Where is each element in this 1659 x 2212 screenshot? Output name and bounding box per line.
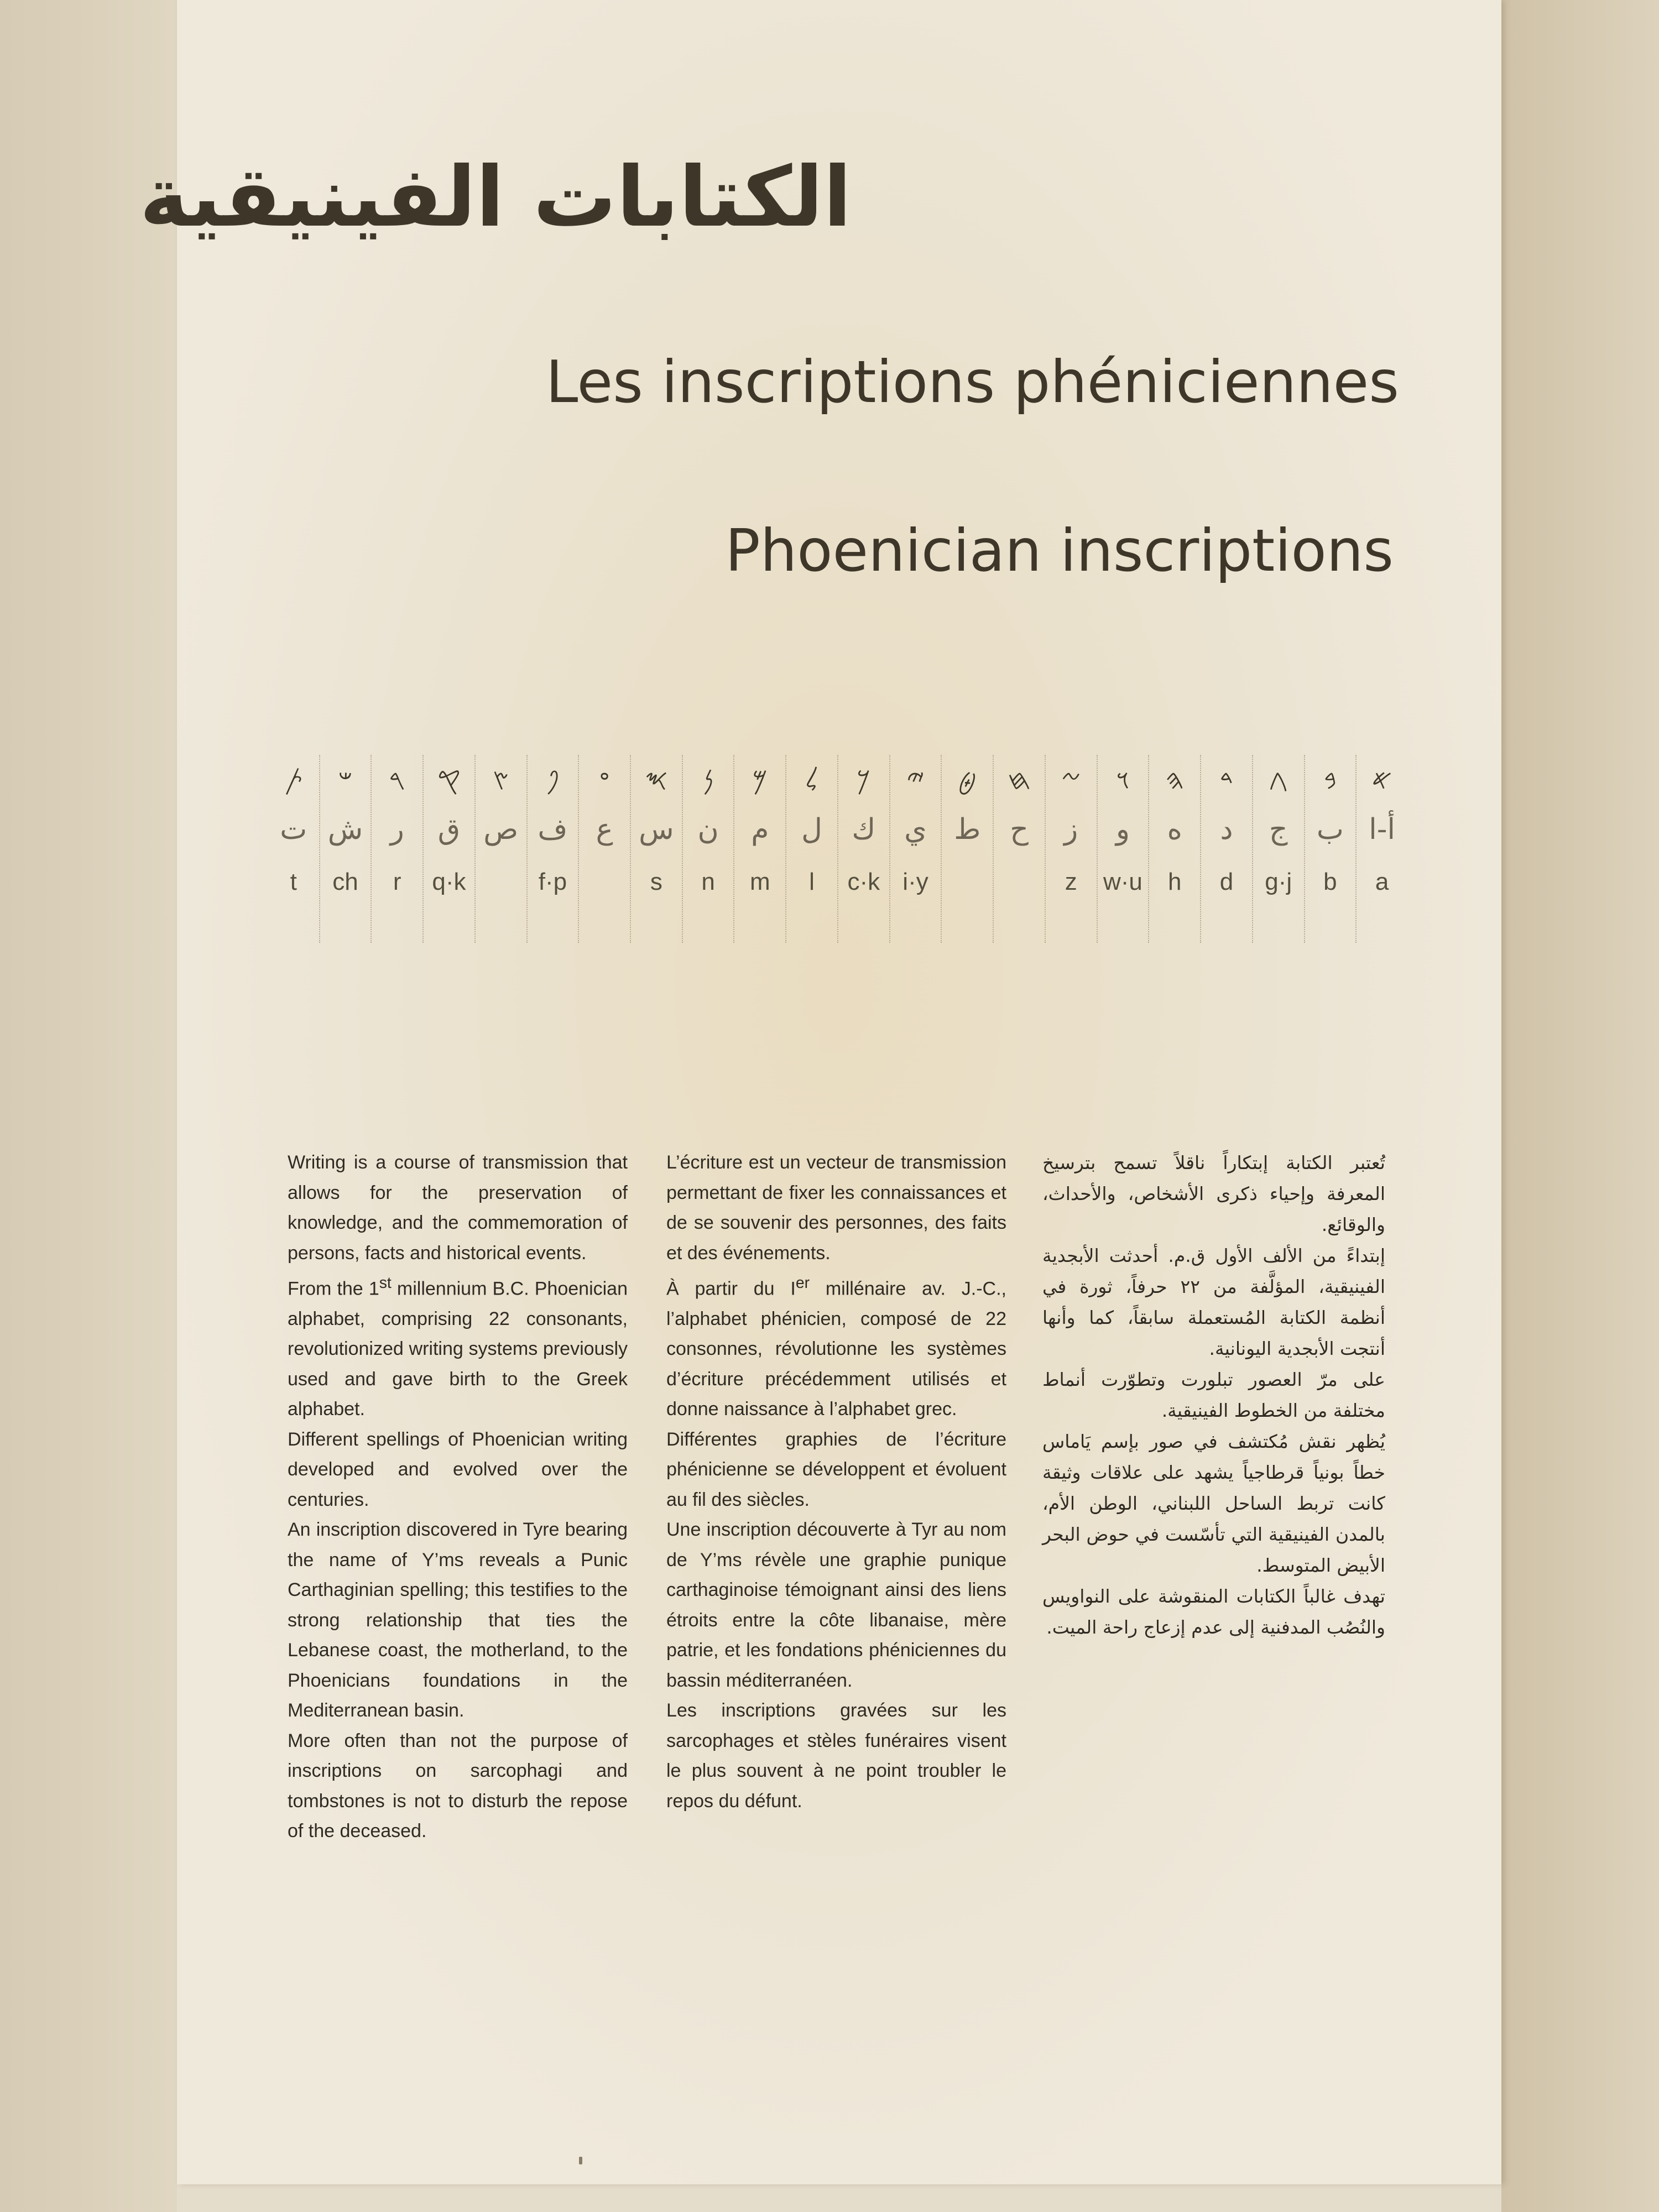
arabic-letter: م [751, 813, 769, 846]
exhibit-panel [177, 0, 1501, 2184]
phoenician-letter: 𐤂 [1269, 764, 1288, 796]
arabic-letter: ك [852, 813, 876, 846]
latin-letter: n [701, 868, 715, 895]
french-p2-rest: millénaire av. J.-C., l’alphabet phénicien, composé de 22 consonnes, révolutionne les systèmes d’écriture précédemment utilisés et donne naissance à l’alphabet grec. [666, 1278, 1006, 1420]
latin-letter: l [809, 868, 815, 895]
arabic-letter: د [1220, 813, 1233, 846]
french-p2-ordinal: er [795, 1274, 810, 1292]
arabic-letter: ت [280, 813, 307, 846]
phoenician-letter: 𐤔 [338, 764, 353, 796]
alphabet-column [422, 755, 474, 943]
french-text-column [666, 1147, 1006, 1816]
arabic-letter: ب [1316, 813, 1344, 846]
latin-letter: h [1167, 868, 1182, 895]
phoenician-letter: 𐤑 [492, 764, 509, 796]
english-paragraph-2 [288, 1268, 628, 1425]
arabic-letter: ج [1269, 813, 1288, 846]
french-p2-start: À partir du I [666, 1278, 796, 1300]
alphabet-column [1304, 755, 1356, 943]
phoenician-letter: 𐤁 [1323, 764, 1337, 796]
alphabet-column [319, 755, 371, 943]
arabic-paragraph-5: تهدف غالباً الكتابات المنقوشة على النواويس والنُصُب المدفنية إلى عدم إزعاج راحة الميت. [1042, 1585, 1385, 1638]
phoenician-letter: 𐤏 [599, 764, 610, 796]
alphabet-column [268, 755, 319, 943]
english-p2-start: From the 1 [288, 1278, 379, 1300]
wall-right [1501, 0, 1659, 2212]
phoenician-letter: 𐤉 [906, 764, 925, 796]
arabic-letter: س [639, 813, 674, 846]
alphabet-column [993, 755, 1045, 943]
arabic-letter: ه [1167, 813, 1182, 846]
latin-letter: q·k [432, 868, 466, 895]
arabic-letter: ح [1010, 813, 1029, 846]
alphabet-column [682, 755, 734, 943]
alphabet-column [1097, 755, 1149, 943]
arabic-letter: ع [596, 813, 613, 846]
english-paragraph-5: More often than not the purpose of inscriptions on sarcophagi and tombstones is not to disturb the repose of the deceased. [288, 1730, 628, 1842]
phoenician-letter: 𐤆 [1061, 764, 1081, 796]
french-paragraph-1: L’écriture est un vecteur de transmission permettant de fixer les connaissances et de se souvenir des personnes, des faits et des événements. [666, 1152, 1006, 1264]
arabic-paragraph-3: على مرّ العصور تبلورت وتطوّرت أنماط مختلفة من الخطوط الفينيقية. [1042, 1369, 1385, 1421]
english-paragraph-4: An inscription discovered in Tyre bearing the name of Y’ms reveals a Punic Carthaginian spelling; this testifies to the strong relationship that ties the Lebanese coast, the motherland, to the Phoenicians foundations in the Mediterranean basin. [288, 1519, 628, 1721]
alphabet-column [1045, 755, 1097, 943]
alphabet-column [941, 755, 993, 943]
latin-letter: t [290, 868, 297, 895]
french-paragraph-4: Une inscription découverte à Tyr au nom de Y’ms révèle une graphie punique carthaginoise témoignant ainsi des liens étroits entre la côte libanaise, mère patrie, et les fondations phéniciennes du bassin méditerranéen. [666, 1519, 1006, 1691]
latin-letter: ch [332, 868, 358, 895]
english-paragraph-1: Writing is a course of transmission that allows for the preservation of knowledge, and the commemoration of persons, facts and historical events. [288, 1152, 628, 1264]
alphabet-column [889, 755, 941, 943]
latin-letter: d [1219, 868, 1234, 895]
arabic-letter: ي [904, 813, 927, 846]
latin-letter: i·y [902, 868, 928, 895]
arabic-letter: ل [801, 813, 822, 846]
panel-mark [579, 2157, 582, 2164]
arabic-paragraph-4: يُظهر نقش مُكتشف في صور بإسم يَاماس خطاً بونياً قرطاجياً يشهد على علاقات وثيقة كانت تربط الساحل اللبناني، الوطن الأم، بالمدن الفينيقية التي تأسّست في حوض البحر الأبيض المتوسط. [1042, 1431, 1385, 1576]
alphabet-table [268, 755, 1407, 943]
alphabet-column [1252, 755, 1304, 943]
phoenician-letter: 𐤄 [1165, 764, 1185, 796]
phoenician-letter: 𐤒 [437, 764, 461, 796]
alphabet-column [371, 755, 422, 943]
title-english: Phoenician inscriptions [725, 517, 1394, 585]
phoenician-letter: 𐤓 [389, 764, 406, 796]
latin-letter: w·u [1103, 868, 1142, 895]
phoenician-letter: 𐤀 [1371, 764, 1392, 796]
alphabet-column [578, 755, 630, 943]
alphabet-column [1148, 755, 1200, 943]
alphabet-column [785, 755, 837, 943]
phoenician-letter: 𐤎 [645, 764, 668, 796]
latin-letter: m [749, 868, 770, 895]
title-french: Les inscriptions phéniciennes [545, 348, 1399, 416]
alphabet-column [526, 755, 578, 943]
alphabet-column [1200, 755, 1252, 943]
latin-letter: z [1065, 868, 1077, 895]
english-p2-ordinal: st [379, 1274, 392, 1292]
french-paragraph-2 [666, 1268, 1006, 1425]
phoenician-letter: 𐤈 [958, 764, 977, 796]
phoenician-letter: 𐤋 [805, 764, 818, 796]
arabic-letter: ف [538, 813, 568, 846]
arabic-letter: ق [437, 813, 461, 846]
arabic-letter: ز [1064, 813, 1078, 846]
phoenician-letter: 𐤇 [1007, 764, 1031, 796]
latin-letter: b [1323, 868, 1337, 895]
alphabet-column [630, 755, 682, 943]
arabic-letter: ش [327, 813, 363, 846]
alphabet-column [733, 755, 785, 943]
alphabet-column [1355, 755, 1407, 943]
arabic-paragraph-2: إبتداءً من الألف الأول ق.م. أحدثت الأبجدية الفينيقية، المؤلَّفة من ٢٢ حرفاً، ثورة في أنظمة الكتابة المُستعملة سابقاً، كما وأنها أنتجت الأبجدية اليونانية. [1042, 1245, 1385, 1359]
arabic-letter: ن [697, 813, 719, 846]
english-text-column [288, 1147, 628, 1846]
arabic-paragraph-1: تُعتبر الكتابة إبتكاراً ناقلاً تسمح بترسيخ المعرفة وإحياء ذكرى الأشخاص، والأحداث، والوقائع. [1042, 1152, 1385, 1235]
phoenician-letter: 𐤅 [1116, 764, 1130, 796]
phoenician-letter: 𐤃 [1219, 764, 1234, 796]
phoenician-letter: 𐤐 [546, 764, 560, 796]
latin-letter: g·j [1265, 868, 1292, 895]
phoenician-letter: 𐤕 [284, 764, 303, 796]
phoenician-letter: 𐤊 [857, 764, 871, 796]
french-paragraph-3: Différentes graphies de l’écriture phénicienne se développent et évoluent au fil des siècles. [666, 1428, 1006, 1510]
latin-letter: a [1375, 868, 1389, 895]
arabic-letter: ر [390, 813, 404, 846]
latin-letter: s [650, 868, 662, 895]
latin-letter: c·k [847, 868, 880, 895]
alphabet-column [474, 755, 526, 943]
arabic-letter: و [1115, 813, 1130, 846]
arabic-letter: ص [483, 813, 519, 846]
phoenician-letter: 𐤍 [702, 764, 714, 796]
latin-letter: f·p [538, 868, 567, 895]
title-arabic: الكتابات الفينيقية [139, 149, 852, 246]
arabic-letter: ط [954, 813, 981, 846]
english-p2-rest: millennium B.C. Phoenician alphabet, comprising 22 consonants, revolutionized writing systems previously used and gave birth to the Greek alphabet. [288, 1278, 628, 1420]
latin-letter: r [393, 868, 401, 895]
phoenician-letter: 𐤌 [752, 764, 768, 796]
french-paragraph-5: Les inscriptions gravées sur les sarcophages et stèles funéraires visent le plus souvent à ne point troubler le repos du défunt. [666, 1700, 1006, 1812]
english-paragraph-3: Different spellings of Phoenician writing developed and evolved over the centuries. [288, 1428, 628, 1510]
alphabet-column [837, 755, 889, 943]
wall-left [0, 0, 177, 2212]
arabic-letter: أ-ا [1369, 813, 1395, 846]
arabic-text-column [1042, 1147, 1385, 1643]
